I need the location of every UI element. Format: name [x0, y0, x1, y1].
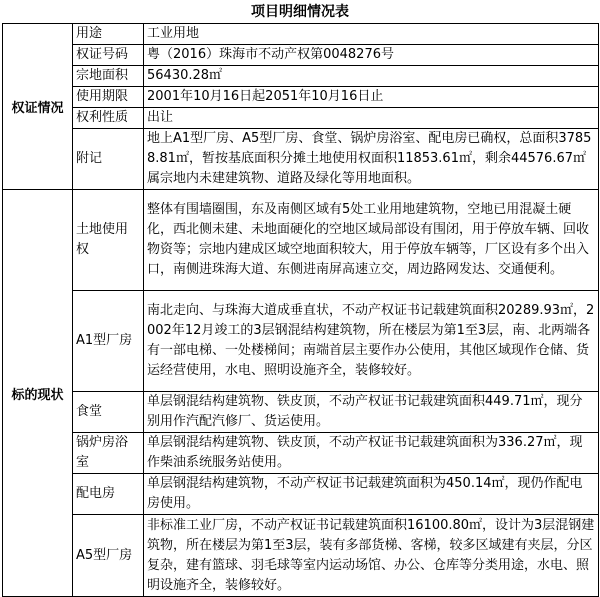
row-label-note: 附记	[73, 129, 144, 190]
row-value-power-room: 单层钢混结构建筑物，不动产权证书记载建筑面积为450.14㎡，现仍作配电房使用。	[144, 474, 599, 515]
table-row	[3, 24, 599, 45]
row-label-a5-plant: A5型厂房	[73, 515, 144, 597]
row-value-land-area: 56430.28㎡	[144, 66, 599, 87]
row-value-term: 2001年10月16日起2051年10月16日止	[144, 87, 599, 108]
row-label-usage: 用途	[73, 24, 144, 45]
section-label-status: 标的现状	[3, 190, 73, 597]
table-row	[3, 515, 599, 597]
row-label-a1-plant: A1型厂房	[73, 291, 144, 392]
row-value-right-type: 出让	[144, 108, 599, 129]
row-value-certificate-number: 粤（2016）珠海市不动产权第0048276号	[144, 45, 599, 66]
row-label-term: 使用期限	[73, 87, 144, 108]
table-row	[3, 291, 599, 392]
document-title: 项目明细情况表	[251, 4, 349, 20]
table-row	[3, 66, 599, 87]
row-label-right-type: 权利性质	[73, 108, 144, 129]
row-value-land-use-right: 整体有围墙圈围，东及南侧区域有5处工业用地建筑物，空地已用混凝土硬化，西北侧未建、未地面硬化的空地区域局部设有围闭，用于停放车辆、回收物资等；宗地内建成区域空地面积较大，用于停放车辆等，厂区设有多个出入口，南侧进珠海大道、东侧进南屏高速立交，周边路网发达、交通便利。	[144, 190, 599, 291]
table-row	[3, 433, 599, 474]
table-row	[3, 392, 599, 433]
row-label-canteen: 食堂	[73, 392, 144, 433]
table-row	[3, 45, 599, 66]
section-label-rights: 权证情况	[3, 24, 73, 190]
project-details-table	[2, 23, 599, 597]
row-value-a5-plant: 非标准工业厂房，不动产权证书记载建筑面积16100.80㎡，设计为3层混钢建筑物，所在楼层为第1至3层，装有多部货梯、客梯，较多区域建有夹层，分区复杂，建有篮球、羽毛球等室内运动场馆、办公、仓库等分类用途，水电、照明设施齐全，装修较好。	[144, 515, 599, 597]
table-row	[3, 190, 599, 291]
table-row	[3, 108, 599, 129]
table-row	[3, 129, 599, 190]
row-value-usage: 工业用地	[144, 24, 599, 45]
row-value-canteen: 单层钢混结构建筑物、铁皮顶，不动产权证书记载建筑面积449.71㎡，现分别用作汽配汽修厂、货运使用。	[144, 392, 599, 433]
row-value-note: 地上A1型厂房、A5型厂房、食堂、锅炉房浴室、配电房已确权，总面积37858.81㎡，暂按基底面积分摊土地使用权面积11853.61㎡，剩余44576.67㎡属宗地内未建建筑物、道路及绿化等用地面积。	[144, 129, 599, 190]
row-label-land-use-right: 土地使用权	[73, 190, 144, 291]
row-label-certificate-number: 权证号码	[73, 45, 144, 66]
row-label-boiler-room: 锅炉房浴室	[73, 433, 144, 474]
row-label-power-room: 配电房	[73, 474, 144, 515]
table-row	[3, 87, 599, 108]
row-label-land-area: 宗地面积	[73, 66, 144, 87]
table-row	[3, 474, 599, 515]
row-value-boiler-room: 单层钢混结构建筑物、铁皮顶，不动产权证书记载建筑面积为336.27㎡，现作柴油系统服务站使用。	[144, 433, 599, 474]
row-value-a1-plant: 南北走向、与珠海大道成垂直状，不动产权证书记载建筑面积20289.93㎡，2002年12月竣工的3层钢混结构建筑物，所在楼层为第1至3层，南、北两端各有一部电梯、一处楼梯间；南端首层主要作办公使用，其他区域现作仓储、货运经营使用，水电、照明设施齐全，装修较好。	[144, 291, 599, 392]
